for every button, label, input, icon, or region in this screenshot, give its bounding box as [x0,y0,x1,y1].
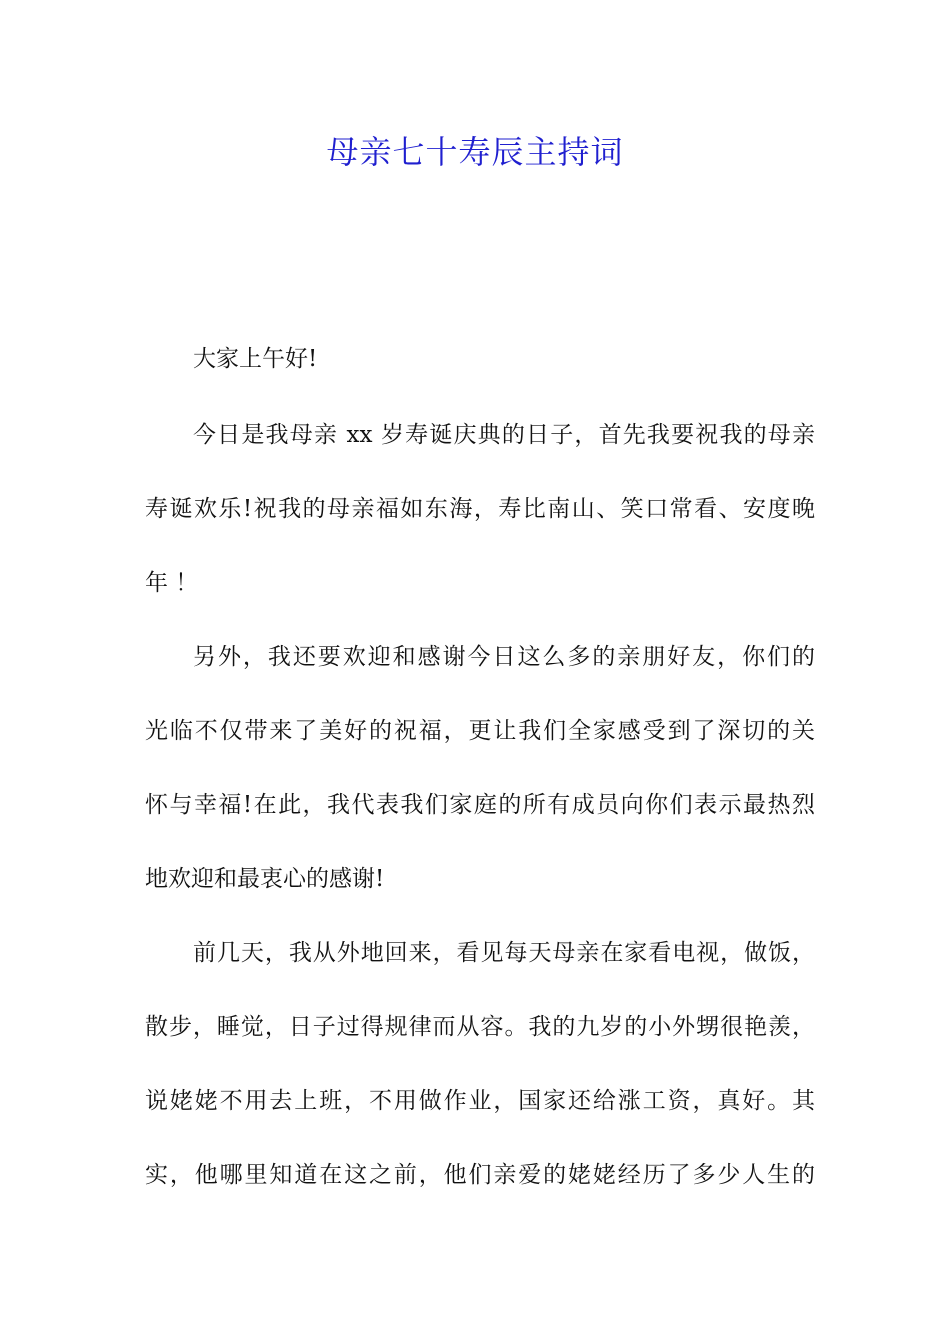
paragraph-line: 散步，睡觉，日子过得规律而从容。我的九岁的小外甥很艳羡， [145,1014,815,1040]
paragraph-line: 地欢迎和最衷心的感谢! [145,866,385,892]
paragraph-line: 另外，我还要欢迎和感谢今日这么多的亲朋好友，你们的 [193,644,815,670]
paragraph-line: 实，他哪里知道在这之前，他们亲爱的姥姥经历了多少人生的 [145,1162,815,1188]
paragraph-line: 说姥姥不用去上班，不用做作业，国家还给涨工资，真好。其 [145,1088,815,1114]
document-title: 母亲七十寿辰主持词 [326,133,624,171]
paragraph-line: 年 ！ [145,570,199,596]
greeting-line: 大家上午好! [193,346,318,372]
paragraph-line: 光临不仅带来了美好的祝福，更让我们全家感受到了深切的关 [145,718,815,744]
paragraph-line: 今日是我母亲 xx 岁寿诞庆典的日子，首先我要祝我的母亲 [193,422,815,448]
paragraph-line: 寿诞欢乐!祝我的母亲福如东海，寿比南山、笑口常看、安度晚 [145,496,815,522]
paragraph-line: 怀与幸福!在此，我代表我们家庭的所有成员向你们表示最热烈 [145,792,815,818]
paragraph-line: 前几天，我从外地回来，看见每天母亲在家看电视，做饭， [193,940,815,966]
